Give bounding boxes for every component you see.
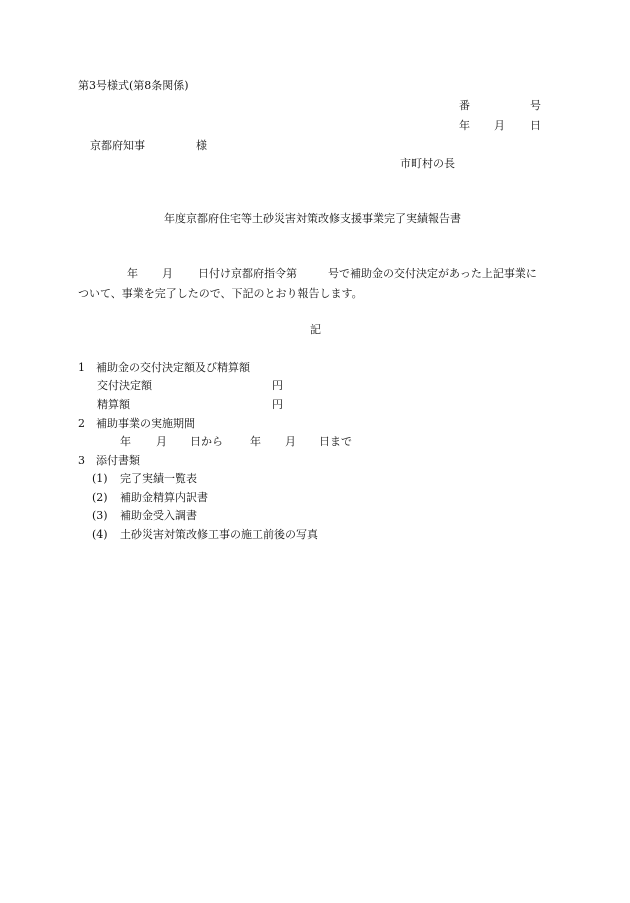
attachment-1-number: (1) (92, 472, 108, 485)
grant-decision-amount-unit: 円 (272, 379, 283, 392)
intro-year: 年 (127, 267, 138, 280)
attachment-4-text: 土砂災害対策改修工事の施工前後の写真 (120, 528, 318, 541)
attachment-3-text: 補助金受入調書 (120, 509, 197, 522)
attachment-1-text: 完了実績一覧表 (120, 472, 197, 485)
report-title: 年度京都府住宅等土砂災害対策改修支援事業完了実績報告書 (164, 212, 461, 225)
attachment-4-number: (4) (92, 528, 108, 541)
settlement-amount-unit: 円 (272, 398, 283, 411)
period-until: 日まで (319, 435, 352, 448)
date-month: 月 (494, 119, 505, 132)
period-end-month: 月 (285, 435, 296, 448)
section-1-heading: 1 補助金の交付決定額及び精算額 (78, 361, 250, 374)
intro-month: 月 (162, 267, 173, 280)
settlement-amount-label: 精算額 (97, 398, 130, 411)
period-start-month: 月 (156, 435, 167, 448)
intro-line-2: ついて、事業を完了したので、下記のとおり報告します。 (78, 287, 363, 300)
attachment-2-number: (2) (92, 491, 108, 504)
section-3-heading: 3 添付書類 (78, 454, 140, 467)
period-end-year: 年 (250, 435, 261, 448)
addressee: 京都府知事 (90, 139, 145, 152)
number-ban: 番 (459, 99, 470, 112)
section-2-heading: 2 補助事業の実施期間 (78, 417, 195, 430)
period-from: 日から (190, 435, 223, 448)
grant-decision-amount-label: 交付決定額 (97, 379, 152, 392)
intro-decision-suffix: 号で補助金の交付決定があった上記事業に (328, 267, 537, 280)
form-label: 第3号様式(第8条関係) (78, 79, 189, 92)
attachment-3-number: (3) (92, 509, 108, 522)
number-go: 号 (530, 99, 541, 112)
sender: 市町村の長 (400, 157, 455, 170)
attachment-2-text: 補助金精算内訳書 (120, 491, 208, 504)
addressee-honorific: 様 (196, 139, 207, 152)
intro-decision-prefix: 日付け京都府指令第 (198, 267, 297, 280)
date-year: 年 (459, 119, 470, 132)
date-day: 日 (530, 119, 541, 132)
period-start-year: 年 (120, 435, 131, 448)
ki-heading: 記 (310, 323, 321, 336)
